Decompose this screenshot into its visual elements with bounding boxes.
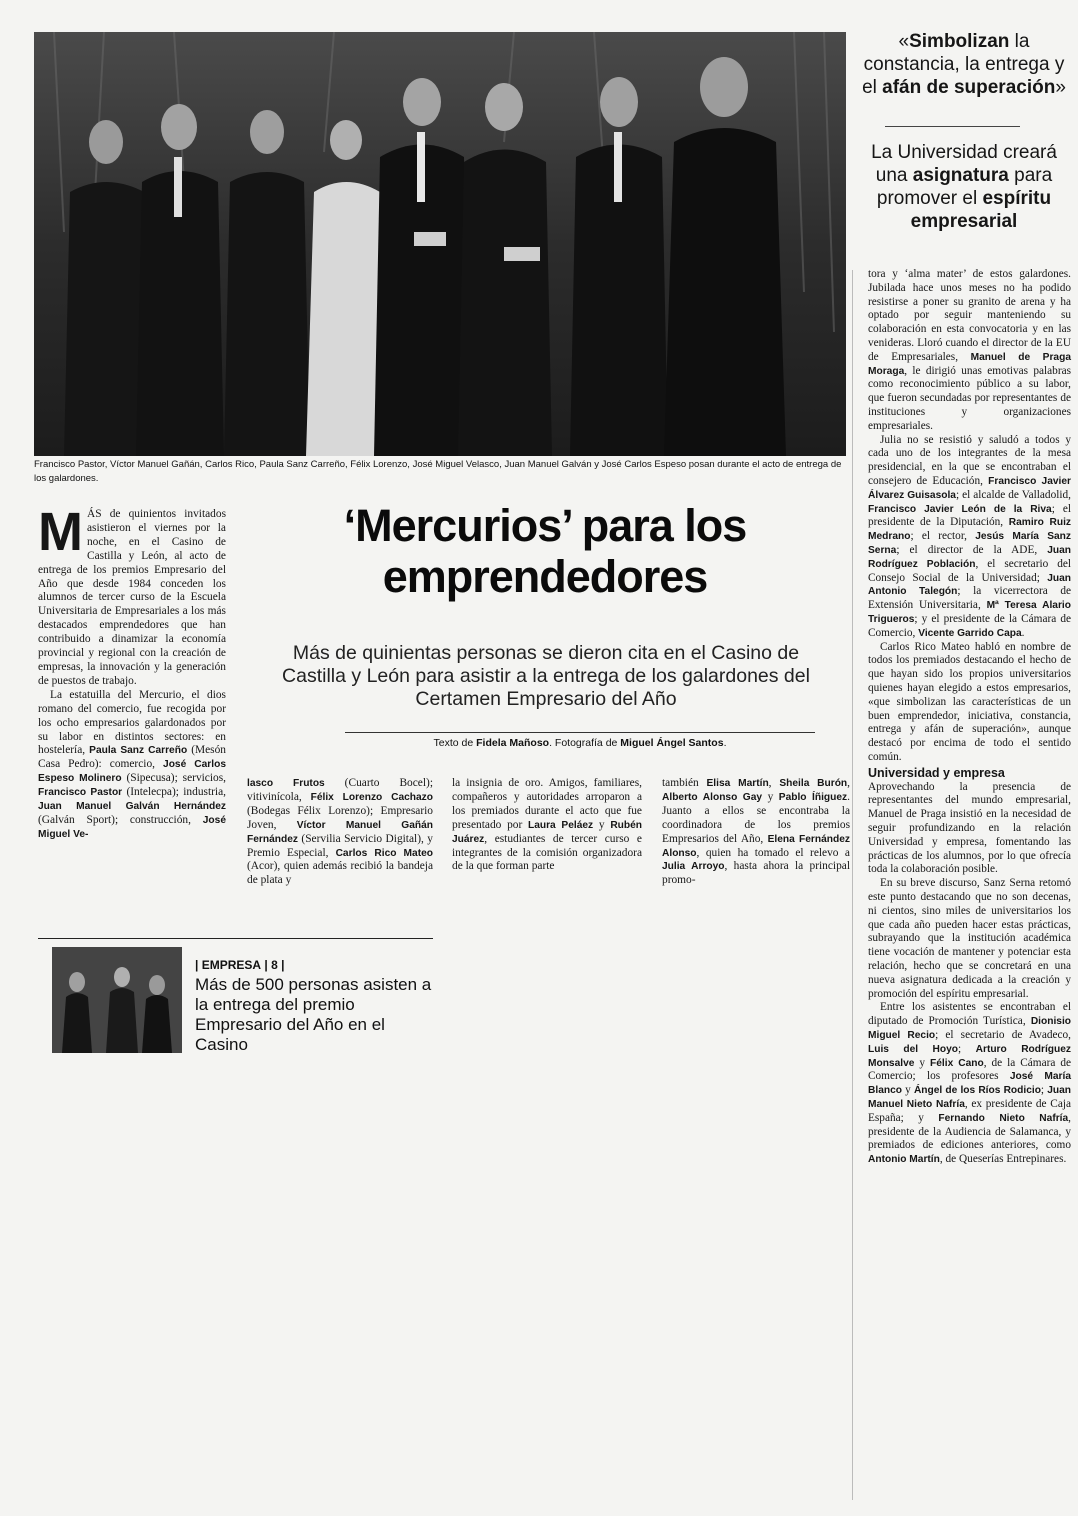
group-photo — [34, 32, 846, 456]
person-name: José Carlos Espeso Molinero — [38, 759, 226, 785]
person-name: lasco Frutos — [247, 778, 325, 789]
text-run: La estatuilla del Mercurio, el dios romano del comercio, fue recogida por los ocho empresarios galardonados por su labor en distintos sectores: en hostelería, — [38, 688, 226, 757]
promo-teaser[interactable]: Más de 500 personas asisten a la entrega del premio Empresario del Año en el Casino — [195, 975, 432, 1054]
pull-quote-bold-1: Simbolizan — [909, 31, 1010, 52]
person-name: Francisco Javier Álvarez Guisasola — [868, 475, 1072, 501]
person-name: Juan Rodríguez Población — [868, 544, 1071, 570]
promo-thumbnail[interactable] — [52, 947, 182, 1053]
person-name: Julia Arroyo — [662, 861, 725, 873]
text-run: , presidente de la Audiencia de Salamanca, y premiados de ediciones anteriores, como — [868, 1111, 1071, 1152]
text-run: ; — [958, 1042, 976, 1055]
subtitle: Más de quinientas personas se dieron cita en el Casino de Castilla y León para asistir a la entrega de los galardones del Certamen Empresario del Año — [282, 642, 810, 710]
teaser-text-2: para promover el — [876, 165, 1053, 209]
byline-prefix: Texto de — [433, 737, 477, 749]
separator: | — [195, 958, 199, 972]
text-run: . Juanto a ellos se encontraba la coordinadora de los premios Empresarios del Año, — [662, 790, 850, 845]
text-run: ; y el presidente de la Cámara de Comercio, — [868, 612, 1071, 639]
text-run: (Mesón Casa Pedro): comercio, — [38, 744, 227, 771]
person-name: Elisa Martín — [706, 778, 769, 789]
paragraph: Aprovechando la presencia de representantes del mundo empresarial, Manuel de Praga insistió en la necesidad de seguir profundizando en la relación Universidad y empresa, fomentando las prácticas de los alumnos, por lo que ofrecía toda la colaboración posible. — [868, 780, 1071, 876]
paragraph — [868, 1001, 1071, 1167]
promo-section-tag[interactable]: | EMPRESA | 8 | — [195, 958, 285, 972]
person-name: Laura Peláez — [527, 819, 594, 831]
text-run: ; el director de la ADE, — [896, 543, 1048, 556]
text-run: tora y ‘alma mater’ de estos galardones. Jubilada hace unos meses no ha podido resistirse a poner su granito de arena y ha optado por seguir manteniendo su colaboración en esta convocatoria y en las venideras. Lloró cuando el director de la EU de Empresariales, — [868, 268, 1071, 363]
person-name: José María Blanco — [868, 1071, 1071, 1097]
text-run: y — [914, 1056, 931, 1069]
teaser-text-1: La Universidad creará una — [871, 142, 1057, 186]
person-name: Alberto Alonso Gay — [662, 791, 763, 803]
pull-quote-text-1: la constancia, la entrega y el — [862, 31, 1065, 98]
text-run: , el secretario del Consejo Social de la Universidad; — [868, 557, 1071, 584]
person-name: Francisco Javier León de la Riva — [868, 503, 1052, 515]
person-name: Paula Sanz Carreño — [89, 745, 188, 757]
person-name: Luis del Hoyo — [868, 1043, 959, 1055]
byline-photographer: Miguel Ángel Santos — [620, 737, 724, 749]
text-run: Julia no se resistió y saludó a todos y cada uno de los integrantes de la mesa presidencial, en la que se encontraban el consejero de Educación, — [868, 433, 1071, 487]
text-run: (Sipecusa); servicios, — [121, 772, 227, 785]
teaser-bold-2: espíritu empresarial — [910, 188, 1052, 232]
promo-rule — [38, 938, 433, 939]
article-column-1 — [38, 502, 227, 842]
promo-section: EMPRESA — [201, 958, 262, 972]
paragraph — [38, 689, 226, 842]
text-run: , — [768, 777, 780, 789]
text-run: , de la Cámara de Comercio; los profesores — [868, 1056, 1072, 1083]
article-column-2 — [247, 777, 433, 888]
byline-author: Fidela Mañoso — [476, 737, 550, 749]
section-subhead: Universidad y empresa — [868, 765, 1005, 780]
person-name: Juan Manuel Galván Hernández — [38, 801, 226, 813]
sidebar-divider — [885, 126, 1020, 127]
paragraph — [247, 777, 433, 888]
headline: ‘Mercurios’ para los emprendedores — [343, 500, 747, 602]
person-name: Dionisio Miguel Recio — [868, 1016, 1071, 1042]
article-column-3 — [452, 777, 642, 874]
person-name: Antonio Martín — [868, 1154, 940, 1166]
text-run: (Bodegas Félix Lorenzo); Empresario Joven, — [247, 804, 433, 831]
text-run: y — [901, 1084, 914, 1097]
text-run: (Galván Sport); construcción, — [38, 813, 203, 826]
person-name: Vicente Garrido Capa — [918, 627, 1022, 639]
person-name: Jesús María Sanz Serna — [868, 531, 1071, 556]
promo-page: 8 — [271, 958, 278, 972]
person-name: Juan Manuel Nieto Nafría — [868, 1085, 1071, 1111]
pull-quote-open: « — [898, 31, 910, 52]
paragraph: Carlos Rico Mateo habló en nombre de todos los premiados destacando el hecho de que hayan sido los propios universitarios quienes hayan elegido a estos empresarios, «que simbolizan las características de un buen emprendedor, iniciativa, constancia, entrega y afán de superación», aunque destacó por encima de todo el sentido común. — [868, 640, 1071, 763]
paragraph — [38, 502, 226, 689]
text-run: ; la vicerrectora de Extensión Universitaria, — [868, 585, 1071, 612]
text-run: (Cuarto Bocel); vitivinícola, — [247, 777, 433, 803]
person-name: Manuel de Praga Moraga — [868, 351, 1071, 377]
person-name: Carlos Rico Mateo — [335, 847, 433, 859]
pull-quote-bold-2: afán de superación — [882, 77, 1056, 98]
text-run: , estudiantes de tercer curso e integrantes de la comisión organizadora de la que forman parte — [452, 832, 642, 873]
person-name: Ángel de los Ríos Rodicio — [913, 1085, 1041, 1097]
person-name: Félix Lorenzo Cachazo — [310, 791, 434, 803]
person-name: Ramiro Ruiz Medrano — [868, 517, 1071, 543]
text-run: Entre los asistentes se encontraban el diputado de Promoción Turística, — [868, 1001, 1071, 1028]
column-divider — [852, 270, 853, 1500]
paragraph — [662, 777, 850, 888]
text-run: también — [662, 777, 707, 789]
text-run: , le dirigió unas emotivas palabras como reconocimiento público a su labor, que fueron secundadas por representantes de instituciones y organizaciones empresariales. — [868, 364, 1071, 432]
text-run: ; — [1040, 1084, 1048, 1097]
pull-quote — [858, 30, 1070, 99]
text-run: . — [1021, 626, 1025, 639]
byline — [345, 737, 815, 749]
text-run: ; el alcalde de Valladolid, — [955, 488, 1071, 501]
paragraph-text: ÁS de quinientos invitados asistieron el viernes por la noche, en el Casino de Castilla y León, al acto de entrega de los premios Empresario del Año que desde 1984 conceden los alumnos de tercer curso de la Escuela Universitaria de Empresariales a los más destacados emprendedores que han contribuido a dinamizar la economía provincial y regional con la creación de empresas, la innovación y la generación de puestos de trabajo. — [38, 508, 226, 687]
text-run: la insignia de oro. Amigos, familiares, compañeros y autoridades arroparon a los premiados durante el acto que fue presentado por — [452, 777, 642, 831]
text-run: , hasta ahora la principal promo- — [662, 860, 850, 887]
text-run: ; el rector, — [910, 530, 976, 543]
text-run: (Acor), quien además recibió la bandeja de plata y — [247, 860, 433, 887]
person-name: Mª Teresa Alario Trigueros — [868, 600, 1071, 625]
paragraph — [868, 268, 1071, 434]
article-column-4 — [662, 777, 850, 888]
photo-caption: Francisco Pastor, Víctor Manuel Gañán, Carlos Rico, Paula Sanz Carreño, Félix Lorenzo, José Miguel Velasco, Juan Manuel Galván y José Carlos Espeso posan durante el acto de entrega de los galardones. — [34, 459, 842, 484]
text-run: (Servilia Servicio Digital), y Premio Especial, — [247, 832, 433, 859]
person-name: Francisco Pastor — [38, 787, 123, 799]
person-name: Elena Fernández Alonso — [662, 833, 850, 859]
paragraph — [868, 434, 1071, 641]
paragraph: En su breve discurso, Sanz Serna retomó este punto destacando que no son decenas, ni cientos, sino miles de universitarios los que cada año pueden hacer estas prácticas, subrayando que la institución académica tiene vocación de mantener y potenciar esta relación, hecho que se concretará en una nueva asignatura dedicada a la creación y promoción del espíritu empresarial. — [868, 877, 1071, 1000]
person-name: Juan Antonio Talegón — [868, 572, 1071, 598]
text-run: , quien ha tomado el relevo a — [696, 846, 850, 859]
text-run: y — [593, 818, 611, 831]
person-name: Félix Cano — [930, 1057, 984, 1069]
pull-quote-close: » — [1055, 77, 1066, 98]
byline-photo-prefix: . Fotografía de — [549, 737, 621, 749]
dropcap: M — [38, 502, 83, 562]
person-name: Fernando Nieto Nafría — [938, 1112, 1069, 1124]
person-name: Arturo Rodríguez Monsalve — [868, 1043, 1072, 1069]
person-name: Pablo Íñiguez — [778, 791, 848, 803]
person-name: Víctor Manuel Gañán Fernández — [247, 819, 433, 845]
text-run: , de Queserías Entrepinares. — [939, 1153, 1067, 1166]
article-column-right — [868, 268, 1071, 1167]
credit-rule — [345, 732, 815, 733]
person-name: Rubén Juárez — [452, 819, 643, 845]
text-run: ; el secretario de Avadeco, — [935, 1029, 1071, 1042]
person-name: Sheila Burón — [779, 778, 848, 789]
text-run: y — [762, 790, 779, 803]
text-run: ; el presidente de la Diputación, — [868, 502, 1071, 529]
person-name: José Miguel Ve- — [38, 814, 226, 840]
text-run: , ex presidente de Caja España; y — [868, 1098, 1071, 1124]
teaser-bold-1: asignatura — [912, 165, 1009, 186]
text-run: , — [847, 777, 850, 789]
sidebar-teaser — [858, 141, 1070, 233]
byline-end: . — [723, 737, 727, 749]
text-run: (Intelecpa); industria, — [122, 786, 226, 799]
paragraph — [452, 777, 642, 874]
